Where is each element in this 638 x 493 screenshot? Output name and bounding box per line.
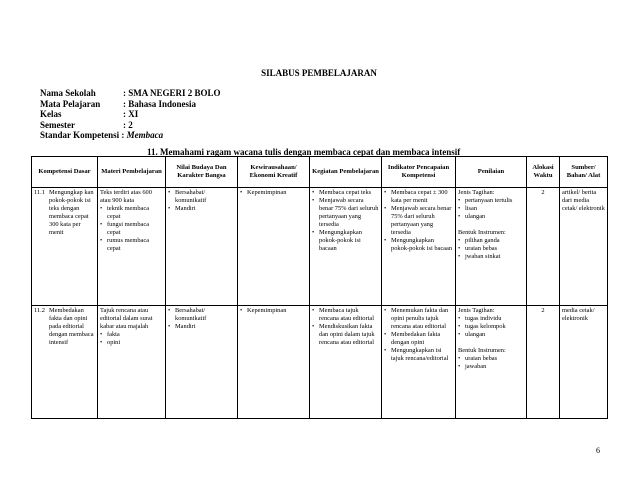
- meta-value: : 2: [123, 119, 133, 130]
- header-kegiatan: Kegiatan Pembelajaran: [310, 157, 382, 188]
- meta-key: Standar Kompetensi: [40, 130, 120, 140]
- materi-intro: Tajuk rencana atau editorial dalam surat kabar atau majalah: [100, 307, 153, 330]
- meta-key: Semester: [40, 119, 75, 130]
- list-item: • Menemukan fakta dan opini penulis tajuk rencana atau editorial: [384, 307, 453, 331]
- list-item: • Bersahabat/ komunikatif: [168, 189, 235, 205]
- list-item: • tugas individu: [458, 315, 524, 323]
- list-item: • lisan: [458, 205, 524, 213]
- header-nilai: Nilai Budaya Dan Karakter Bangsa: [166, 157, 238, 188]
- meta-value: : SMA NEGERI 2 BOLO: [123, 88, 221, 98]
- kd-text: Membedakan fakta dan opini pada editorial dengan membaca intensif: [49, 307, 94, 346]
- meta-row-standard: [40, 130, 221, 141]
- header-alokasi: Alokasi Waktu: [527, 157, 560, 188]
- cell-penilaian: [456, 306, 527, 419]
- cell-nilai: [166, 306, 238, 419]
- table-row: [32, 306, 608, 419]
- list-item: • Menjawab secara benar 75% dari seluruh pertanyaan yang tersedia: [384, 205, 453, 237]
- list-item: • pilihan ganda: [458, 237, 524, 245]
- penilaian-label: Bentuk Instrumen:: [458, 229, 506, 236]
- list-item: • Membaca tajuk rencana atau editorial: [312, 307, 379, 323]
- cell-sumber: media cetak/ elektronik: [560, 306, 608, 419]
- header-kompetensi: Kompetensi Dasar: [32, 157, 98, 188]
- syllabus-table: [31, 156, 608, 419]
- list-item: • fungsi membaca cepat: [100, 221, 163, 237]
- list-item: • Membaca cepat teks: [312, 189, 379, 197]
- header-indikator: Indikator Pencapaian Kompetensi: [382, 157, 456, 188]
- cell-indikator: [382, 188, 456, 306]
- list-item: • Mengungkapkan pokok-pokok isi bacaan: [384, 237, 453, 253]
- header-materi: Materi Pembelajaran: [98, 157, 166, 188]
- list-item: • Membaca cepat ± 300 kata per menit: [384, 189, 453, 205]
- list-item: • ulangan: [458, 213, 524, 221]
- list-item: • Mendiskusikan fakta dan opini dalam tajuk rencana atau editorial: [312, 323, 379, 347]
- list-item: • Menjawab secara benar 75% dari seluruh pertanyaan yang tersedia: [312, 197, 379, 229]
- list-item: • Mandiri: [168, 323, 235, 331]
- cell-alokasi: 2: [527, 306, 560, 419]
- meta-key: Nama Sekolah: [40, 88, 96, 98]
- kd-text: Mengungkap kan pokok-pokok isi teks dengan membaca cepat 300 kata per menit: [49, 189, 94, 236]
- list-item: • Mengungkapkan pokok-pokok isi bacaan: [312, 229, 379, 253]
- cell-materi: [98, 188, 166, 306]
- kd-number: 11.2: [34, 307, 45, 314]
- list-item: • fakta: [100, 331, 163, 339]
- list-item: • Membedakan fakta dengan opini: [384, 331, 453, 347]
- meta-row-school: [40, 88, 221, 99]
- list-item: • Mandiri: [168, 205, 235, 213]
- header-penilaian: Penilaian: [456, 157, 527, 188]
- meta-value: : Bahasa Indonesia: [123, 98, 197, 109]
- table-header-row: [32, 157, 608, 188]
- page-number: 6: [596, 446, 600, 455]
- list-item: • Kepemimpinan: [240, 307, 307, 315]
- cell-kegiatan: [310, 306, 382, 419]
- list-item: • pertanyaan tertulis: [458, 197, 524, 205]
- list-item: • rumus membaca cepat: [100, 237, 163, 253]
- cell-sumber: artikel/ berita dari media cetak/ elektronik: [560, 188, 608, 306]
- list-item: • jwaban sinkat: [458, 253, 524, 261]
- cell-penilaian: [456, 188, 527, 306]
- materi-intro: Teks terdiri atas 600 atau 900 kata: [100, 189, 152, 204]
- meta-key: Kelas: [40, 109, 62, 119]
- penilaian-label: Jenis Tagihan:: [458, 189, 495, 196]
- meta-row-class: [40, 109, 221, 120]
- meta-value: : XI: [123, 109, 139, 119]
- header-kewirausahaan: Kewirausahaan/ Ekonomi Kreatif: [238, 157, 310, 188]
- list-item: • Mengungkapkan isi tajuk rencana/editorial: [384, 347, 453, 363]
- meta-key: Mata Pelajaran: [40, 98, 101, 109]
- cell-materi: [98, 306, 166, 419]
- meta-row-semester: [40, 120, 221, 131]
- list-item: • teknik membaca cepat: [100, 205, 163, 221]
- table-row: [32, 188, 608, 306]
- list-item: • jawaban: [458, 363, 524, 371]
- list-item: • ulangan: [458, 331, 524, 339]
- penilaian-label: Jenis Tagihan:: [458, 307, 495, 314]
- cell-kewirausahaan: [238, 306, 310, 419]
- meta-value-prefix: :: [121, 130, 125, 140]
- cell-kegiatan: [310, 188, 382, 306]
- penilaian-label: Bentuk Instrumen:: [458, 347, 506, 354]
- meta-value: Membaca: [126, 130, 164, 140]
- competency-line: 11. Memahami ragam wacana tulis dengan membaca cepat dan membaca intensif: [147, 147, 461, 157]
- cell-kompetensi: [32, 306, 98, 419]
- cell-kewirausahaan: [238, 188, 310, 306]
- cell-indikator: [382, 306, 456, 419]
- list-item: • tugas kelompok: [458, 323, 524, 331]
- meta-row-subject: [40, 99, 221, 110]
- list-item: • Bersahabat/ komunikatif: [168, 307, 235, 323]
- cell-kompetensi: [32, 188, 98, 306]
- list-item: • uraian bebas: [458, 355, 524, 363]
- list-item: • opini: [100, 339, 163, 347]
- header-sumber: Sumber/ Bahan/ Alat: [560, 157, 608, 188]
- list-item: • uraian bebas: [458, 245, 524, 253]
- syllabus-meta: [40, 88, 221, 141]
- document-title: SILABUS PEMBELAJARAN: [261, 68, 377, 78]
- list-item: • Kepemimpinan: [240, 189, 307, 197]
- cell-alokasi: 2: [527, 188, 560, 306]
- kd-number: 11.1: [34, 189, 45, 196]
- cell-nilai: [166, 188, 238, 306]
- materi-list: [100, 205, 163, 253]
